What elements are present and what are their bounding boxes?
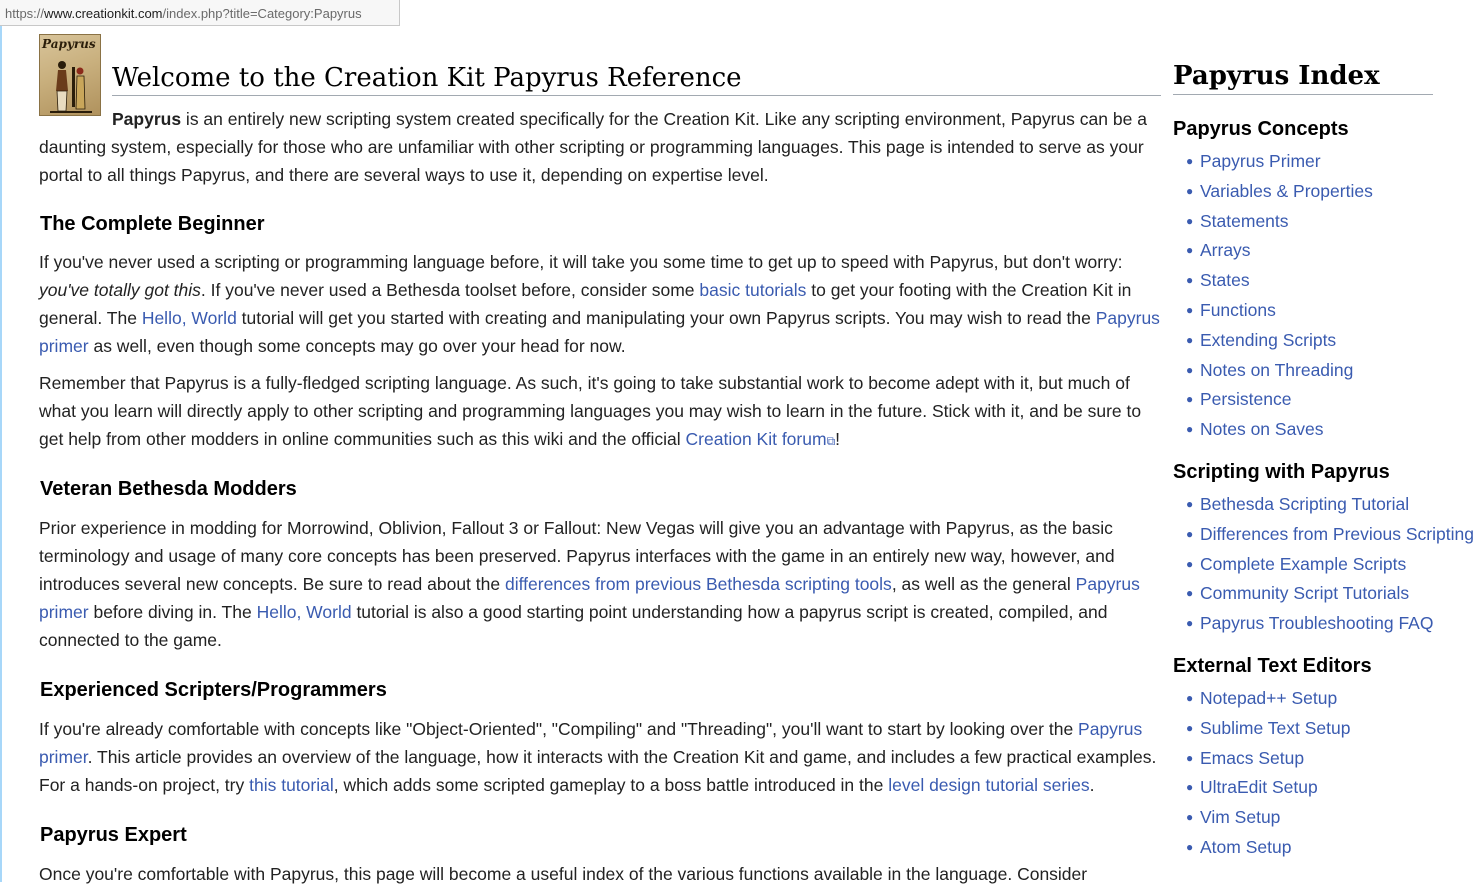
list-item: [1173, 773, 1417, 803]
sidebar-link-sublime-setup[interactable]: Sublime Text Setup: [1200, 717, 1351, 738]
url-status-bar: [0, 0, 400, 26]
list-item: [1173, 147, 1417, 177]
sidebar-link-persistence[interactable]: Persistence: [1200, 389, 1292, 410]
text-span: , as well as the general: [891, 574, 1076, 594]
text-span: .: [1089, 775, 1095, 795]
veteran-paragraph: [39, 514, 1161, 654]
external-link-icon: ⧉: [826, 434, 836, 448]
content-left-border: [0, 26, 2, 882]
bullet-icon: ●: [1186, 586, 1194, 601]
bullet-icon: ●: [1186, 616, 1194, 631]
bullet-icon: ●: [1186, 780, 1194, 795]
text-span: If you've never used a scripting or programming language before, it will take you some time to get up to speed with Papyrus, but don't worry:: [39, 252, 1123, 272]
sidebar-link-ultraedit-setup[interactable]: UltraEdit Setup: [1200, 777, 1318, 798]
heading-veteran-modders: Veteran Bethesda Modders: [40, 478, 297, 500]
sidebar-link-papyrus-primer[interactable]: Papyrus Primer: [1200, 151, 1321, 171]
link-hello-world[interactable]: Hello, World: [256, 602, 352, 622]
sidebar-link-notes-on-threading[interactable]: Notes on Threading: [1200, 359, 1354, 380]
list-item: [1173, 385, 1417, 415]
link-papyrus-primer[interactable]: Papyrus primer: [39, 308, 1160, 356]
sidebar-link-vim-setup[interactable]: Vim Setup: [1200, 807, 1281, 828]
sidebar-heading-concepts: Papyrus Concepts: [1173, 118, 1349, 140]
text-span: If you're already comfortable with concepts like "Object-Oriented", "Compiling" and "Threading", you'll want to start by looking over the: [39, 719, 1079, 739]
bullet-icon: ●: [1186, 496, 1194, 511]
text-span: before diving in. The: [88, 602, 257, 622]
text-span: , which adds some scripted gameplay to a boss battle introduced in the: [333, 775, 889, 795]
bullet-icon: ●: [1186, 690, 1194, 705]
bullet-icon: ●: [1186, 273, 1194, 288]
text-span: !: [835, 429, 841, 449]
sidebar-link-complete-example-scripts[interactable]: Complete Example Scripts: [1200, 553, 1407, 574]
bullet-icon: ●: [1186, 422, 1194, 437]
heading-experienced-programmers: Experienced Scripters/Programmers: [40, 679, 387, 701]
papyrus-logo: [39, 34, 101, 116]
sidebar-link-states[interactable]: States: [1200, 270, 1250, 291]
bullet-icon: ●: [1186, 332, 1194, 347]
sidebar-list-scripting: [1173, 490, 1474, 639]
logo-text: Papyrus: [42, 37, 96, 51]
list-item: [1173, 744, 1417, 774]
link-level-design-tutorial-series[interactable]: level design tutorial series: [888, 775, 1090, 795]
bullet-icon: ●: [1186, 302, 1194, 317]
text-span: Remember that Papyrus is a fully-fledged scripting language. As such, it's going to take substantial work to become adept with it, but much of what you learn will directly apply to other scripting and programming languages you may wish to learn in the future. Stick with it, and be sure to get help from other modders in online communities such as this wiki and the official: [39, 373, 1142, 449]
sidebar-heading-scripting: Scripting with Papyrus: [1173, 460, 1390, 483]
bullet-icon: ●: [1186, 720, 1194, 735]
heading-papyrus-expert: Papyrus Expert: [40, 824, 187, 846]
sidebar-link-functions[interactable]: Functions: [1200, 299, 1276, 320]
sidebar-link-notepadpp-setup[interactable]: Notepad++ Setup: [1200, 687, 1338, 708]
intro-bold-term: Papyrus: [112, 109, 182, 129]
sidebar-link-emacs-setup[interactable]: Emacs Setup: [1200, 747, 1305, 768]
list-item: [1173, 296, 1417, 326]
list-item: [1173, 326, 1417, 356]
link-papyrus-primer[interactable]: Papyrus primer: [39, 574, 1140, 622]
bullet-icon: ●: [1186, 810, 1194, 825]
text-span: tutorial will get you started with creating and manipulating your own Papyrus scripts. You may wish to read the: [236, 308, 1096, 328]
list-item: [1173, 550, 1417, 580]
beginner-paragraph-2: [39, 369, 1161, 455]
beginner-paragraph-1: [39, 248, 1161, 360]
intro-paragraph: [39, 105, 1161, 189]
text-span: tutorial is also a good starting point understanding how a papyrus script is created, compiled, and connected to the game.: [39, 602, 1108, 650]
sidebar-link-notes-on-saves[interactable]: Notes on Saves: [1200, 419, 1324, 440]
bullet-icon: ●: [1186, 183, 1194, 198]
text-span: . This article provides an overview of the language, how it interacts with the Creation Kit and game, and includes a few practical examples. For a hands-on project, try: [39, 747, 1157, 795]
list-item: [1173, 266, 1417, 296]
bullet-icon: ●: [1186, 526, 1194, 541]
intro-text: is an entirely new scripting system created specifically for the Creation Kit. Like any scripting environment, Papyrus can be a daunting system, especially for those who are unfamiliar with other scripting or programming languages. This page is intended to serve as your portal to all things Papyrus, and there are several ways to use it, depending on expertise level.: [39, 109, 1147, 185]
sidebar-link-statements[interactable]: Statements: [1200, 210, 1289, 231]
sidebar-list-editors: [1173, 684, 1417, 863]
list-item: [1173, 177, 1417, 207]
list-item: [1173, 579, 1417, 609]
bullet-icon: ●: [1186, 750, 1194, 765]
bullet-icon: ●: [1186, 243, 1194, 258]
link-hello-world[interactable]: Hello, World: [141, 308, 237, 328]
text-span: to get your footing with the Creation Kit in general. The: [39, 280, 1132, 328]
bullet-icon: ●: [1186, 839, 1194, 854]
sidebar-link-atom-setup[interactable]: Atom Setup: [1200, 836, 1292, 857]
sidebar-list-concepts: [1173, 147, 1417, 445]
link-papyrus-primer[interactable]: Papyrus primer: [39, 719, 1143, 767]
link-creation-kit-forum[interactable]: Creation Kit forum: [685, 429, 827, 449]
list-item: [1173, 520, 1474, 550]
url-prefix: https://: [5, 6, 45, 21]
list-item: [1173, 714, 1417, 744]
link-differences-scripting-tools[interactable]: differences from previous Bethesda scripting tools: [504, 574, 892, 594]
papyrus-index-sidebar: [1173, 60, 1474, 863]
list-item: [1173, 356, 1417, 386]
list-item: [1173, 833, 1417, 863]
sidebar-link-variables-properties[interactable]: Variables & Properties: [1200, 180, 1373, 201]
list-item: [1173, 609, 1434, 639]
list-item: [1173, 490, 1417, 520]
expert-paragraph: Once you're comfortable with Papyrus, this page will become a useful index of the various functions available in the language. Consider: [39, 864, 1088, 884]
text-span: . If you've never used a Bethesda toolset before, consider some: [200, 280, 700, 300]
url-path: /index.php?title=Category:Papyrus: [162, 6, 362, 21]
text-span: as well, even though some concepts may go over your head for now.: [88, 336, 626, 356]
bullet-icon: ●: [1186, 213, 1194, 228]
list-item: [1173, 207, 1417, 237]
url-domain: www.creationkit.com: [44, 6, 163, 21]
sidebar-title: Papyrus Index: [1173, 60, 1433, 95]
sidebar-link-community-script-tutorials[interactable]: Community Script Tutorials: [1200, 583, 1410, 604]
bullet-icon: ●: [1186, 362, 1194, 377]
italic-emphasis: you've totally got this: [39, 280, 201, 300]
list-item: [1173, 236, 1417, 266]
link-basic-tutorials[interactable]: basic tutorials: [699, 280, 807, 300]
page-title: Welcome to the Creation Kit Papyrus Reference: [112, 62, 1161, 96]
sidebar-link-extending-scripts[interactable]: Extending Scripts: [1200, 329, 1337, 350]
text-span: Prior experience in modding for Morrowind, Oblivion, Fallout 3 or Fallout: New Vegas will give you an advantage with Papyrus, as the basic terminology and usage of many core concepts has been preserved. Papyrus interfaces with the game in an entirely new way, however, and introduces several new concepts. Be sure to read about the: [39, 518, 1115, 594]
sidebar-link-bethesda-scripting-tutorial[interactable]: Bethesda Scripting Tutorial: [1200, 493, 1410, 514]
sidebar-heading-editors: External Text Editors: [1173, 654, 1372, 677]
list-item: [1173, 803, 1417, 833]
link-this-tutorial[interactable]: this tutorial: [249, 775, 334, 795]
bullet-icon: ●: [1186, 392, 1194, 407]
sidebar-link-troubleshooting-faq[interactable]: Papyrus Troubleshooting FAQ: [1200, 613, 1434, 634]
bullet-icon: ●: [1186, 556, 1194, 571]
list-item: [1173, 415, 1417, 445]
sidebar-link-arrays[interactable]: Arrays: [1200, 240, 1251, 261]
experienced-paragraph: [39, 715, 1161, 799]
list-item: [1173, 684, 1417, 714]
heading-complete-beginner: The Complete Beginner: [40, 213, 265, 235]
sidebar-link-differences-from-previous[interactable]: Differences from Previous Scripting: [1200, 523, 1474, 544]
bullet-icon: ●: [1186, 154, 1194, 168]
